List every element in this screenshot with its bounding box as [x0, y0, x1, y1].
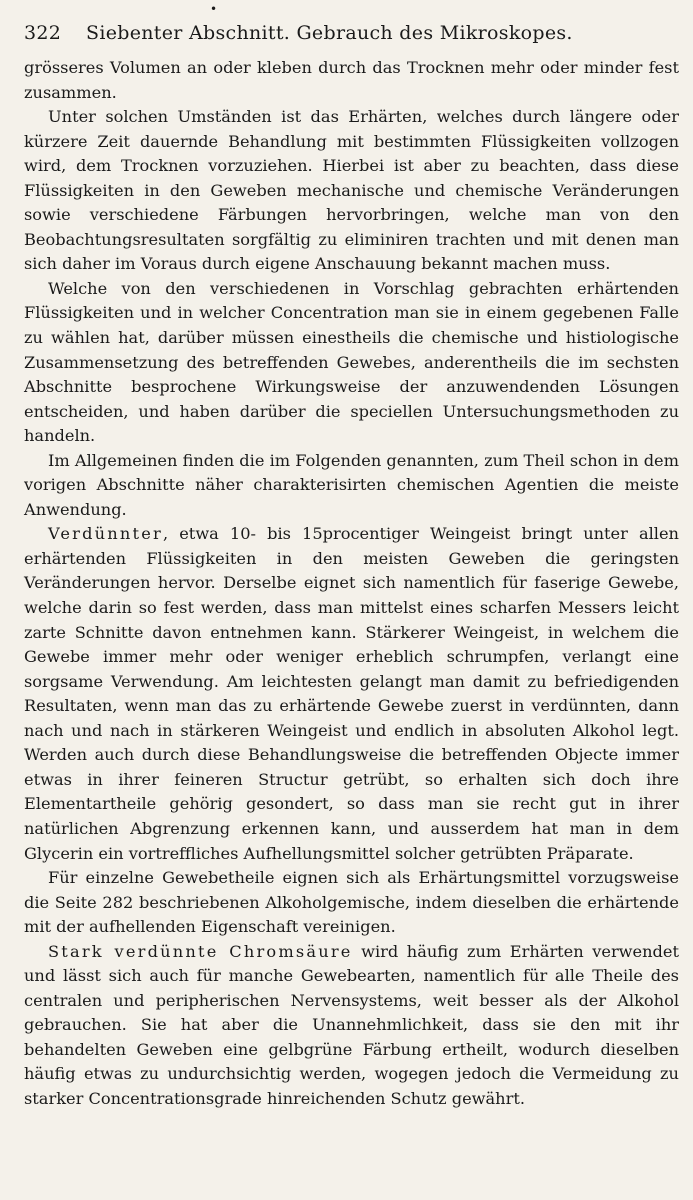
paragraph: [24, 277, 679, 449]
paragraph-text: Für einzelne Gewebetheile eignen sich als Erhärtungsmittel vorzugsweise die Seite 282 beschriebenen Alkoholgemische, indem dieselben die erhärtende mit der aufhellenden Eigenschaft vereinigen.: [24, 868, 679, 937]
body-text: [24, 56, 679, 1112]
paragraph: [24, 449, 679, 523]
page-number: 322: [24, 22, 62, 44]
paragraph: [24, 105, 679, 277]
paragraph-text: Unter solchen Umständen ist das Erhärten, welches durch längere oder kürzere Zeit dauernde Behandlung mit bestimmten Flüssigkeiten vollzogen wird, dem Trocknen vorzuziehen. Hierbei ist aber zu beachten, dass diese Flüssigkeiten in den Geweben mechanische und chemische Veränderungen sowie verschiedene Färbungen hervorbringen, welche man von den Beobachtungsresultaten sorgfältig zu eliminiren trachten und mit denen man sich daher im Voraus durch eigene Anschauung bekannt machen muss.: [24, 107, 679, 274]
paragraph-text: wird häufig zum Erhärten verwendet und lässt sich auch für manche Gewebearten, namentlich für alle Theile des centralen und peripherischen Nervensystems, weit besser als der Alkohol gebrauchen. Sie hat aber die Unannehmlichkeit, dass sie den mit ihr behandelten Geweben eine gelbgrüne Färbung ertheilt, wodurch dieselben häufig etwas zu undurchsichtig werden, wogegen jedoch die Vermeidung zu starker Concentrationsgrade hinreichenden Schutz gewährt.: [24, 941, 679, 1108]
paragraph: [24, 866, 679, 940]
paragraph: [24, 56, 679, 105]
paragraph: [24, 940, 679, 1112]
spaced-term: Verdünnter: [48, 524, 163, 544]
spaced-term: Stark verdünnte Chromsäure: [48, 941, 353, 961]
paragraph-text: , etwa 10- bis 15procentiger Weingeist bringt unter allen erhärtenden Flüssigkeiten in den meisten Geweben die geringsten Veränderungen hervor. Derselbe eignet sich namentlich für faserige Gewebe, welche darin so fest werden, dass man mittelst eines scharfen Messers leicht zarte Schnitte davon entnehmen kann. Stärkerer Weingeist, in welchem die Gewebe immer mehr oder weniger erheblich schrumpfen, verlangt eine sorgsame Verwendung. Am leichtesten gelangt man damit zu befriedigenden Resultaten, wenn man das zu erhärtende Gewebe zuerst in verdünnten, dann nach und nach in stärkeren Weingeist und endlich in absoluten Alkohol legt. Werden auch durch diese Behandlungsweise die betreffenden Objecte immer etwas in ihrer feineren Structur getrübt, so erhalten sich doch ihre Elementartheile gehörig gesondert, so dass man sie recht gut in ihrer natürlichen Abgrenzung erkennen kann, und ausserdem hat man in dem Glycerin ein vortreffliches Aufhellungsmittel solcher getrübten Präparate.: [24, 524, 679, 863]
paragraph-text: Welche von den verschiedenen in Vorschlag gebrachten erhärtenden Flüssigkeiten und in welcher Concentration man sie in einem gegebenen Falle zu wählen hat, darüber müssen einestheils die chemische und histiologische Zusammensetzung des betreffenden Gewebes, anderentheils die im sechsten Abschnitte besprochene Wirkungsweise der anzuwendenden Lösungen entscheiden, und haben darüber die speciellen Untersuchungsmethoden zu handeln.: [24, 278, 679, 446]
paragraph: [24, 522, 679, 866]
running-header: [24, 22, 679, 56]
running-title: Siebenter Abschnitt. Gebrauch des Mikroskopes.: [86, 22, 573, 44]
speck-mark: •: [210, 2, 218, 16]
paragraph-text: Im Allgemeinen finden die im Folgenden genannten, zum Theil schon in dem vorigen Abschnitte näher charakterisirten chemischen Agentien die meiste Anwendung.: [24, 450, 679, 519]
paragraph-text: grösseres Volumen an oder kleben durch das Trocknen mehr oder minder fest zusammen.: [24, 58, 679, 102]
